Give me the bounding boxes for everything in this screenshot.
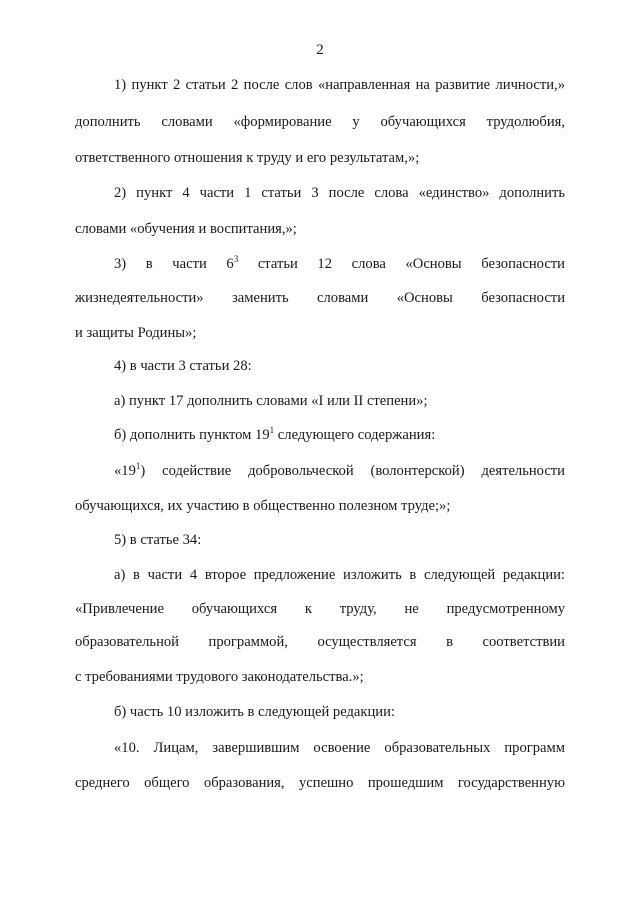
text-line	[114, 461, 565, 481]
text-line: 2) пункт 4 части 1 статьи 3 после слова «единство» дополнить	[114, 185, 565, 201]
text-line: «Привлечение обучающихся к труду, не предусмотренному	[75, 601, 565, 617]
text-line: ответственного отношения к труду и его результатам,»;	[75, 150, 420, 166]
superscript: 1	[135, 461, 141, 472]
line-text: статьи 12 слова «Основы безопасности	[238, 256, 565, 272]
text-line: словами «обучения и воспитания,»;	[75, 221, 297, 237]
text-line: а) пункт 17 дополнить словами «I или II степени»;	[114, 393, 428, 409]
text-line: обучающихся, их участию в общественно полезном труде;»;	[75, 498, 451, 514]
superscript: 3	[233, 254, 239, 265]
text-line: а) в части 4 второе предложение изложить в следующей редакции:	[114, 567, 565, 583]
line-text: б) дополнить пунктом 19	[114, 427, 270, 443]
text-line	[114, 425, 565, 445]
superscript: 1	[269, 425, 275, 436]
page-number: 2	[316, 42, 324, 58]
text-line: 5) в статье 34:	[114, 532, 202, 548]
text-line: дополнить словами «формирование у обучающихся трудолюбия,	[75, 114, 565, 130]
text-line: среднего общего образования, успешно прошедшим государственную	[75, 775, 565, 791]
line-text: «19	[114, 463, 136, 479]
line-text: следующего содержания:	[274, 427, 436, 443]
text-line: «10. Лицам, завершившим освоение образовательных программ	[114, 740, 565, 756]
line-text: ) содействие добровольческой (волонтерской) деятельности	[140, 463, 565, 479]
line-text: 3) в части 6	[114, 256, 234, 272]
text-line: с требованиями трудового законодательства.»;	[75, 669, 364, 685]
text-line: б) часть 10 изложить в следующей редакции:	[114, 704, 395, 720]
text-line: 1) пункт 2 статьи 2 после слов «направленная на развитие личности,»	[114, 77, 565, 93]
text-line	[114, 254, 565, 274]
text-line: жизнедеятельности» заменить словами «Основы безопасности	[75, 290, 565, 306]
text-line: образовательной программой, осуществляется в соответствии	[75, 634, 565, 650]
text-line: и защиты Родины»;	[75, 325, 197, 341]
text-line: 4) в части 3 статьи 28:	[114, 358, 252, 374]
